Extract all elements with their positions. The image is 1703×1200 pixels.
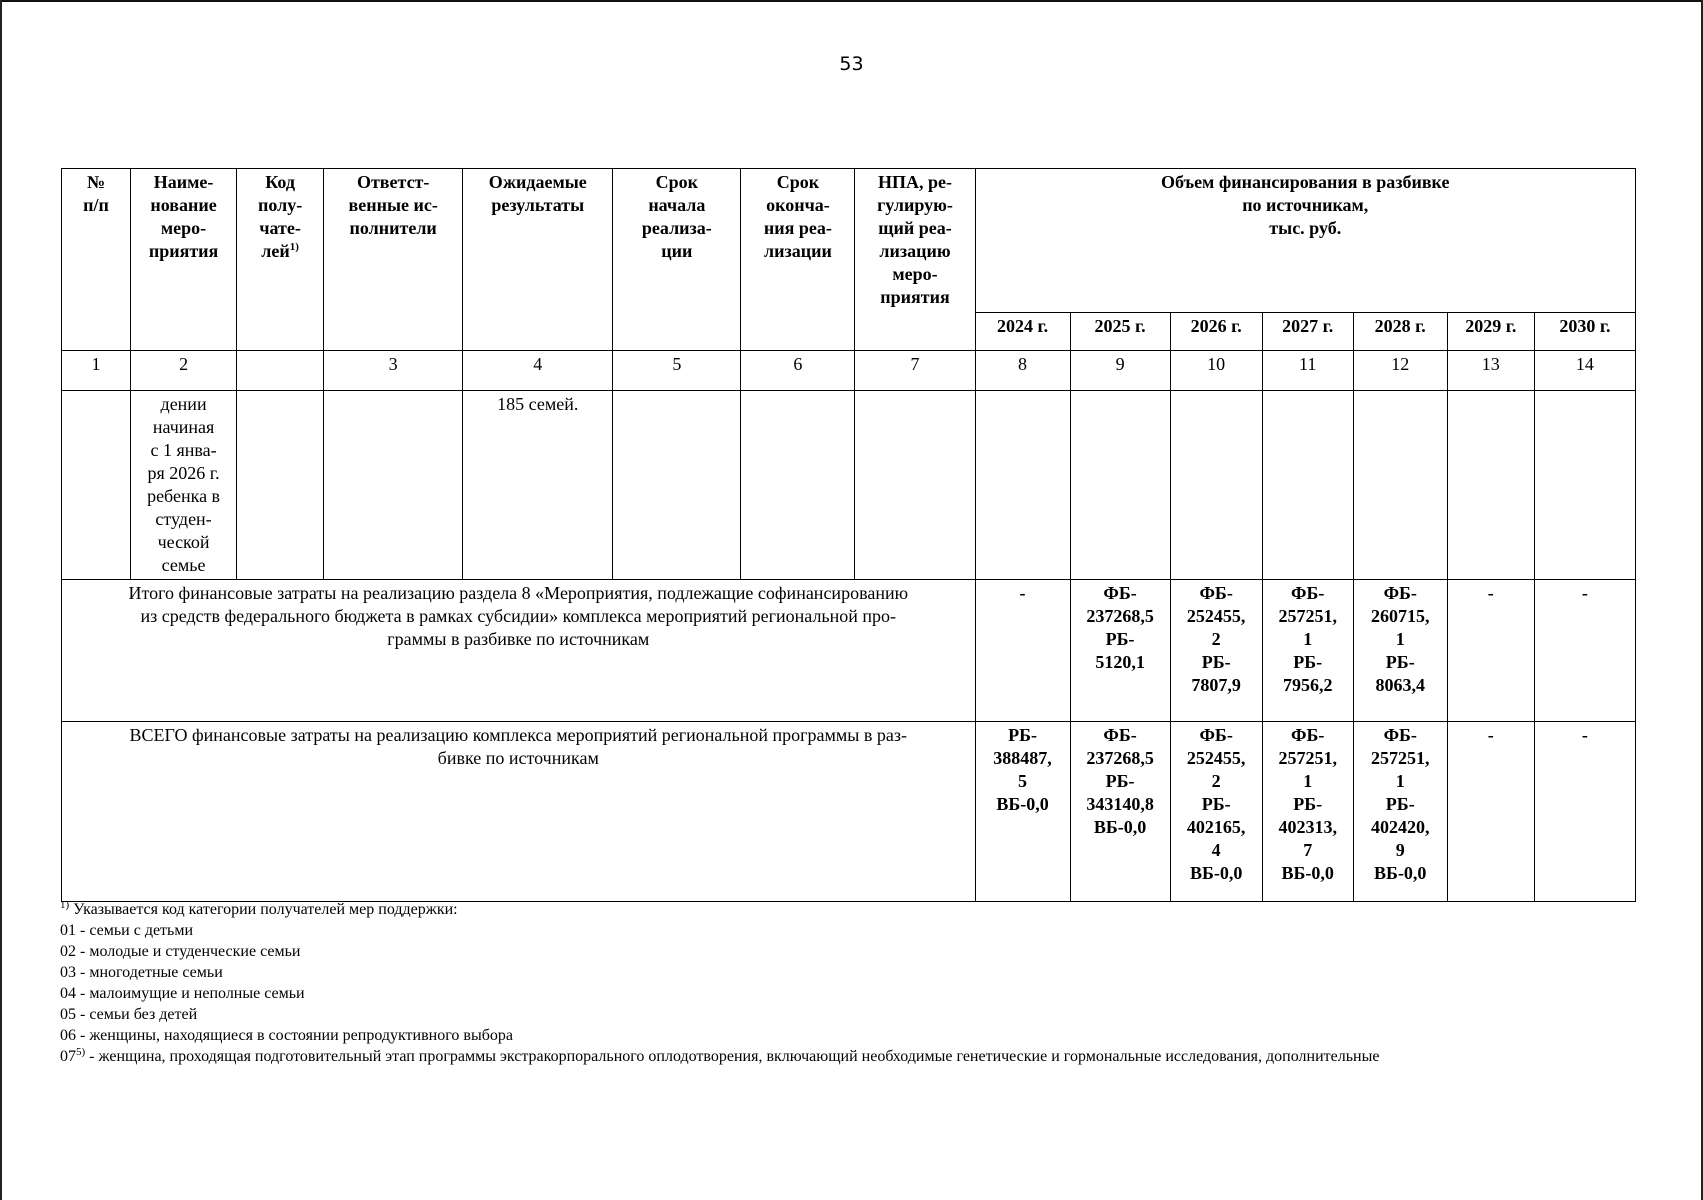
cell-line: приятия <box>148 241 219 261</box>
cell-line: - <box>1581 583 1588 603</box>
cell-line: по источникам, <box>1242 195 1369 215</box>
cell-line: студен- <box>155 509 212 529</box>
grand-total-2029 <box>1447 722 1534 902</box>
cell-empty <box>1070 391 1170 580</box>
column-number: 9 <box>1070 351 1170 391</box>
cell-line: щий реа- <box>878 218 952 238</box>
cell-line: 7956,2 <box>1282 675 1333 695</box>
cell-line: оконча- <box>766 195 830 215</box>
footnote-item: 02 - молодые и студенческие семьи <box>60 943 301 960</box>
cell-empty <box>62 391 131 580</box>
header-col-name <box>131 169 237 351</box>
grand-total-2024 <box>975 722 1070 902</box>
grand-total-2026 <box>1170 722 1262 902</box>
cell-line: ФБ- <box>1291 725 1325 745</box>
page-top-edge <box>0 0 1703 2</box>
total-section8-2026 <box>1170 580 1262 722</box>
column-number: 5 <box>613 351 741 391</box>
total-section8-row <box>62 580 1636 722</box>
cell-line: ВСЕГО финансовые затраты на реализацию комплекса мероприятий региональной программы в раз- <box>129 725 907 745</box>
cell-line: 1 <box>1303 771 1313 791</box>
header-col-results <box>463 169 613 351</box>
footnote-item: 04 - малоимущие и неполные семьи <box>60 985 305 1002</box>
cell-line: ФБ- <box>1199 725 1233 745</box>
cell-line: полнители <box>349 218 437 238</box>
cell-line: 7 <box>1303 840 1313 860</box>
cell-line: с 1 янва- <box>150 440 217 460</box>
cell-empty <box>855 391 975 580</box>
column-number: 11 <box>1262 351 1353 391</box>
cell-line: ции <box>661 241 693 261</box>
cell-line: 252455, <box>1186 606 1246 626</box>
cell-line: меро- <box>160 218 207 238</box>
footnote-item: 03 - многодетные семьи <box>60 964 223 981</box>
cell-line: Срок <box>655 172 699 192</box>
cell-line: 257251, <box>1278 606 1337 626</box>
cell-line: п/п <box>83 195 109 215</box>
total-section8-2028 <box>1353 580 1447 722</box>
total-section8-2027 <box>1262 580 1353 722</box>
cell-line: 8063,4 <box>1375 675 1425 695</box>
grand-total-2028 <box>1353 722 1447 902</box>
footnote-item-last <box>60 1046 1379 1067</box>
cell-line: ря 2026 г. <box>147 463 220 483</box>
column-number: 3 <box>324 351 463 391</box>
header-col-number <box>62 169 131 351</box>
cell-line: 388487, <box>993 748 1052 768</box>
cell-line: РБ- <box>1293 652 1323 672</box>
cell-line: НПА, ре- <box>877 172 952 192</box>
cell-line: 9 <box>1395 840 1405 860</box>
page-number: 53 <box>839 53 864 75</box>
cell-line: результаты <box>491 195 585 215</box>
expected-results: 185 семей. <box>463 391 613 580</box>
column-number: 1 <box>62 351 131 391</box>
cell-line: тыс. руб. <box>1269 218 1342 238</box>
cell-line: 7807,9 <box>1191 675 1241 695</box>
column-number: 13 <box>1447 351 1534 391</box>
cell-line: ВБ-0,0 <box>1189 863 1243 883</box>
column-number: 10 <box>1170 351 1262 391</box>
cell-line: № <box>86 172 106 192</box>
cell-line: РБ- <box>1008 725 1037 745</box>
footnote-item: 05 - семьи без детей <box>60 1006 198 1023</box>
cell-line: ребенка в <box>147 486 221 506</box>
total-section8-2025 <box>1070 580 1170 722</box>
column-number: 14 <box>1534 351 1635 391</box>
grand-total-2027 <box>1262 722 1353 902</box>
grand-total-2030 <box>1534 722 1635 902</box>
cell-line: чате- <box>259 218 301 238</box>
cell-line: из средств федерального бюджета в рамках субсидии» комплекса мероприятий региональной про- <box>140 606 897 626</box>
total-section8-2029 <box>1447 580 1534 722</box>
cell-line: 402420, <box>1370 817 1430 837</box>
cell-line: ФБ- <box>1199 583 1233 603</box>
cell-line: Итого финансовые затраты на реализацию раздела 8 «Мероприятия, подлежащие софинансированию <box>128 583 909 603</box>
year-2027: 2027 г. <box>1262 313 1353 351</box>
cell-line: ФБ- <box>1291 583 1325 603</box>
continuation-row <box>62 391 1636 580</box>
cell-line: 402313, <box>1278 817 1337 837</box>
footnote-intro <box>60 899 1379 920</box>
cell-line: семье <box>161 555 206 575</box>
cell-line: 1 <box>1303 629 1313 649</box>
cell-empty <box>741 391 855 580</box>
column-number: 4 <box>463 351 613 391</box>
cell-line: 5120,1 <box>1095 652 1145 672</box>
column-number: 8 <box>975 351 1070 391</box>
header-finance <box>975 169 1635 313</box>
cell-line: 257251, <box>1370 748 1430 768</box>
column-number: 2 <box>131 351 237 391</box>
year-2030: 2030 г. <box>1534 313 1635 351</box>
year-2025: 2025 г. <box>1070 313 1170 351</box>
cell-line: 5 <box>1018 771 1028 791</box>
cell-line: дении <box>160 394 207 414</box>
cell-line: Код <box>265 172 295 192</box>
cell-line: Ответст- <box>356 172 430 192</box>
cell-line: начиная <box>152 417 215 437</box>
header-row <box>62 169 1636 313</box>
cell-line: ния реа- <box>763 218 832 238</box>
cell-line: гулирую- <box>877 195 953 215</box>
cell-empty <box>1353 391 1447 580</box>
cell-line: лизации <box>764 241 832 261</box>
cell-line: ВБ-0,0 <box>1093 817 1147 837</box>
cell-line: 252455, <box>1186 748 1246 768</box>
column-number <box>237 351 324 391</box>
footnote-intro-text: Указывается код категории получателей мер поддержки: <box>69 901 458 918</box>
total-section8-2024 <box>975 580 1070 722</box>
footnote-last-text: - женщина, проходящая подготовительный этап программы экстракорпорального оплодотворения, включающий необходимые генетические и гормональные исследования, дополнительные <box>85 1048 1380 1065</box>
cell-line: - <box>1581 725 1588 745</box>
header-col-executors <box>324 169 463 351</box>
cell-line: лизацию <box>879 241 951 261</box>
cell-line: 402165, <box>1186 817 1246 837</box>
column-number: 12 <box>1353 351 1447 391</box>
cell-line: приятия <box>880 287 950 307</box>
financing-table <box>61 168 1636 902</box>
cell-line: Наиме- <box>153 172 214 192</box>
cell-empty <box>1447 391 1534 580</box>
cell-line: Ожидаемые <box>488 172 587 192</box>
header-col-npa <box>855 169 975 351</box>
cell-line: ФБ- <box>1103 725 1137 745</box>
cell-line: 237268,5 <box>1086 748 1154 768</box>
cell-line: Объем финансирования в разбивке <box>1161 172 1450 192</box>
grand-total-2025 <box>1070 722 1170 902</box>
cell-empty <box>975 391 1070 580</box>
cell-line: РБ- <box>1385 652 1415 672</box>
cell-empty <box>613 391 741 580</box>
header-col-code-text <box>239 171 321 263</box>
cell-line: ФБ- <box>1383 583 1417 603</box>
cell-line: меро- <box>892 264 938 284</box>
year-2028: 2028 г. <box>1353 313 1447 351</box>
header-col-end <box>741 169 855 351</box>
cell-line: начала <box>648 195 706 215</box>
cell-line: 1 <box>1395 771 1405 791</box>
cell-line: реализа- <box>641 218 712 238</box>
cell-line: - <box>1487 583 1494 603</box>
cell-line: ФБ- <box>1103 583 1137 603</box>
measure-name-continuation <box>131 391 237 580</box>
cell-empty <box>324 391 463 580</box>
cell-line: 4 <box>1211 840 1221 860</box>
cell-line: 237268,5 <box>1086 606 1154 626</box>
cell-line: РБ- <box>1105 629 1135 649</box>
cell-line: ФБ- <box>1383 725 1417 745</box>
cell-line: - <box>1487 725 1494 745</box>
header-col-code <box>237 169 324 351</box>
total-section8-label <box>62 580 976 722</box>
cell-line: бивке по источникам <box>437 748 599 768</box>
cell-line: РБ- <box>1293 794 1323 814</box>
cell-line: РБ- <box>1201 794 1231 814</box>
cell-line: ВБ-0,0 <box>996 794 1049 814</box>
cell-line: РБ- <box>1385 794 1415 814</box>
header-code-footnote-marker: 1) <box>289 241 299 253</box>
year-2029: 2029 г. <box>1447 313 1534 351</box>
cell-line: 257251, <box>1278 748 1337 768</box>
footnote-item: 01 - семьи с детьми <box>60 922 194 939</box>
cell-line: ческой <box>157 532 210 552</box>
cell-line: лей$^{1)}$ <box>261 241 299 261</box>
column-numbers-row <box>62 351 1636 391</box>
cell-line: 260715, <box>1370 606 1430 626</box>
cell-line: - <box>1019 583 1026 603</box>
total-section8-2030 <box>1534 580 1635 722</box>
cell-line: нование <box>150 195 217 215</box>
cell-empty <box>1262 391 1353 580</box>
footnote-last-marker: 5) <box>76 1046 86 1058</box>
year-2026: 2026 г. <box>1170 313 1262 351</box>
page-left-edge <box>0 0 2 1200</box>
grand-total-label <box>62 722 976 902</box>
cell-empty <box>1170 391 1262 580</box>
cell-line: 343140,8 <box>1086 794 1154 814</box>
cell-line: 2 <box>1211 629 1221 649</box>
header-col-start <box>613 169 741 351</box>
cell-line: венные ис- <box>348 195 438 215</box>
cell-line: 1 <box>1395 629 1405 649</box>
column-number: 7 <box>855 351 975 391</box>
cell-line: полу- <box>258 195 303 215</box>
footnotes <box>60 899 1379 1067</box>
column-number: 6 <box>741 351 855 391</box>
cell-line: РБ- <box>1105 771 1135 791</box>
footnote-last-prefix: 07 <box>60 1048 76 1065</box>
footnote-marker: 1) <box>60 899 70 911</box>
year-2024: 2024 г. <box>975 313 1070 351</box>
cell-empty <box>237 391 324 580</box>
cell-line: РБ- <box>1201 652 1231 672</box>
footnote-item: 06 - женщины, находящиеся в состоянии репродуктивного выбора <box>60 1027 513 1044</box>
cell-empty <box>1534 391 1635 580</box>
cell-line: ВБ-0,0 <box>1281 863 1334 883</box>
cell-line: ВБ-0,0 <box>1374 863 1427 883</box>
grand-total-row <box>62 722 1636 902</box>
cell-line: Срок <box>776 172 820 192</box>
cell-line: граммы в разбивке по источникам <box>387 629 650 649</box>
cell-line: 2 <box>1211 771 1221 791</box>
